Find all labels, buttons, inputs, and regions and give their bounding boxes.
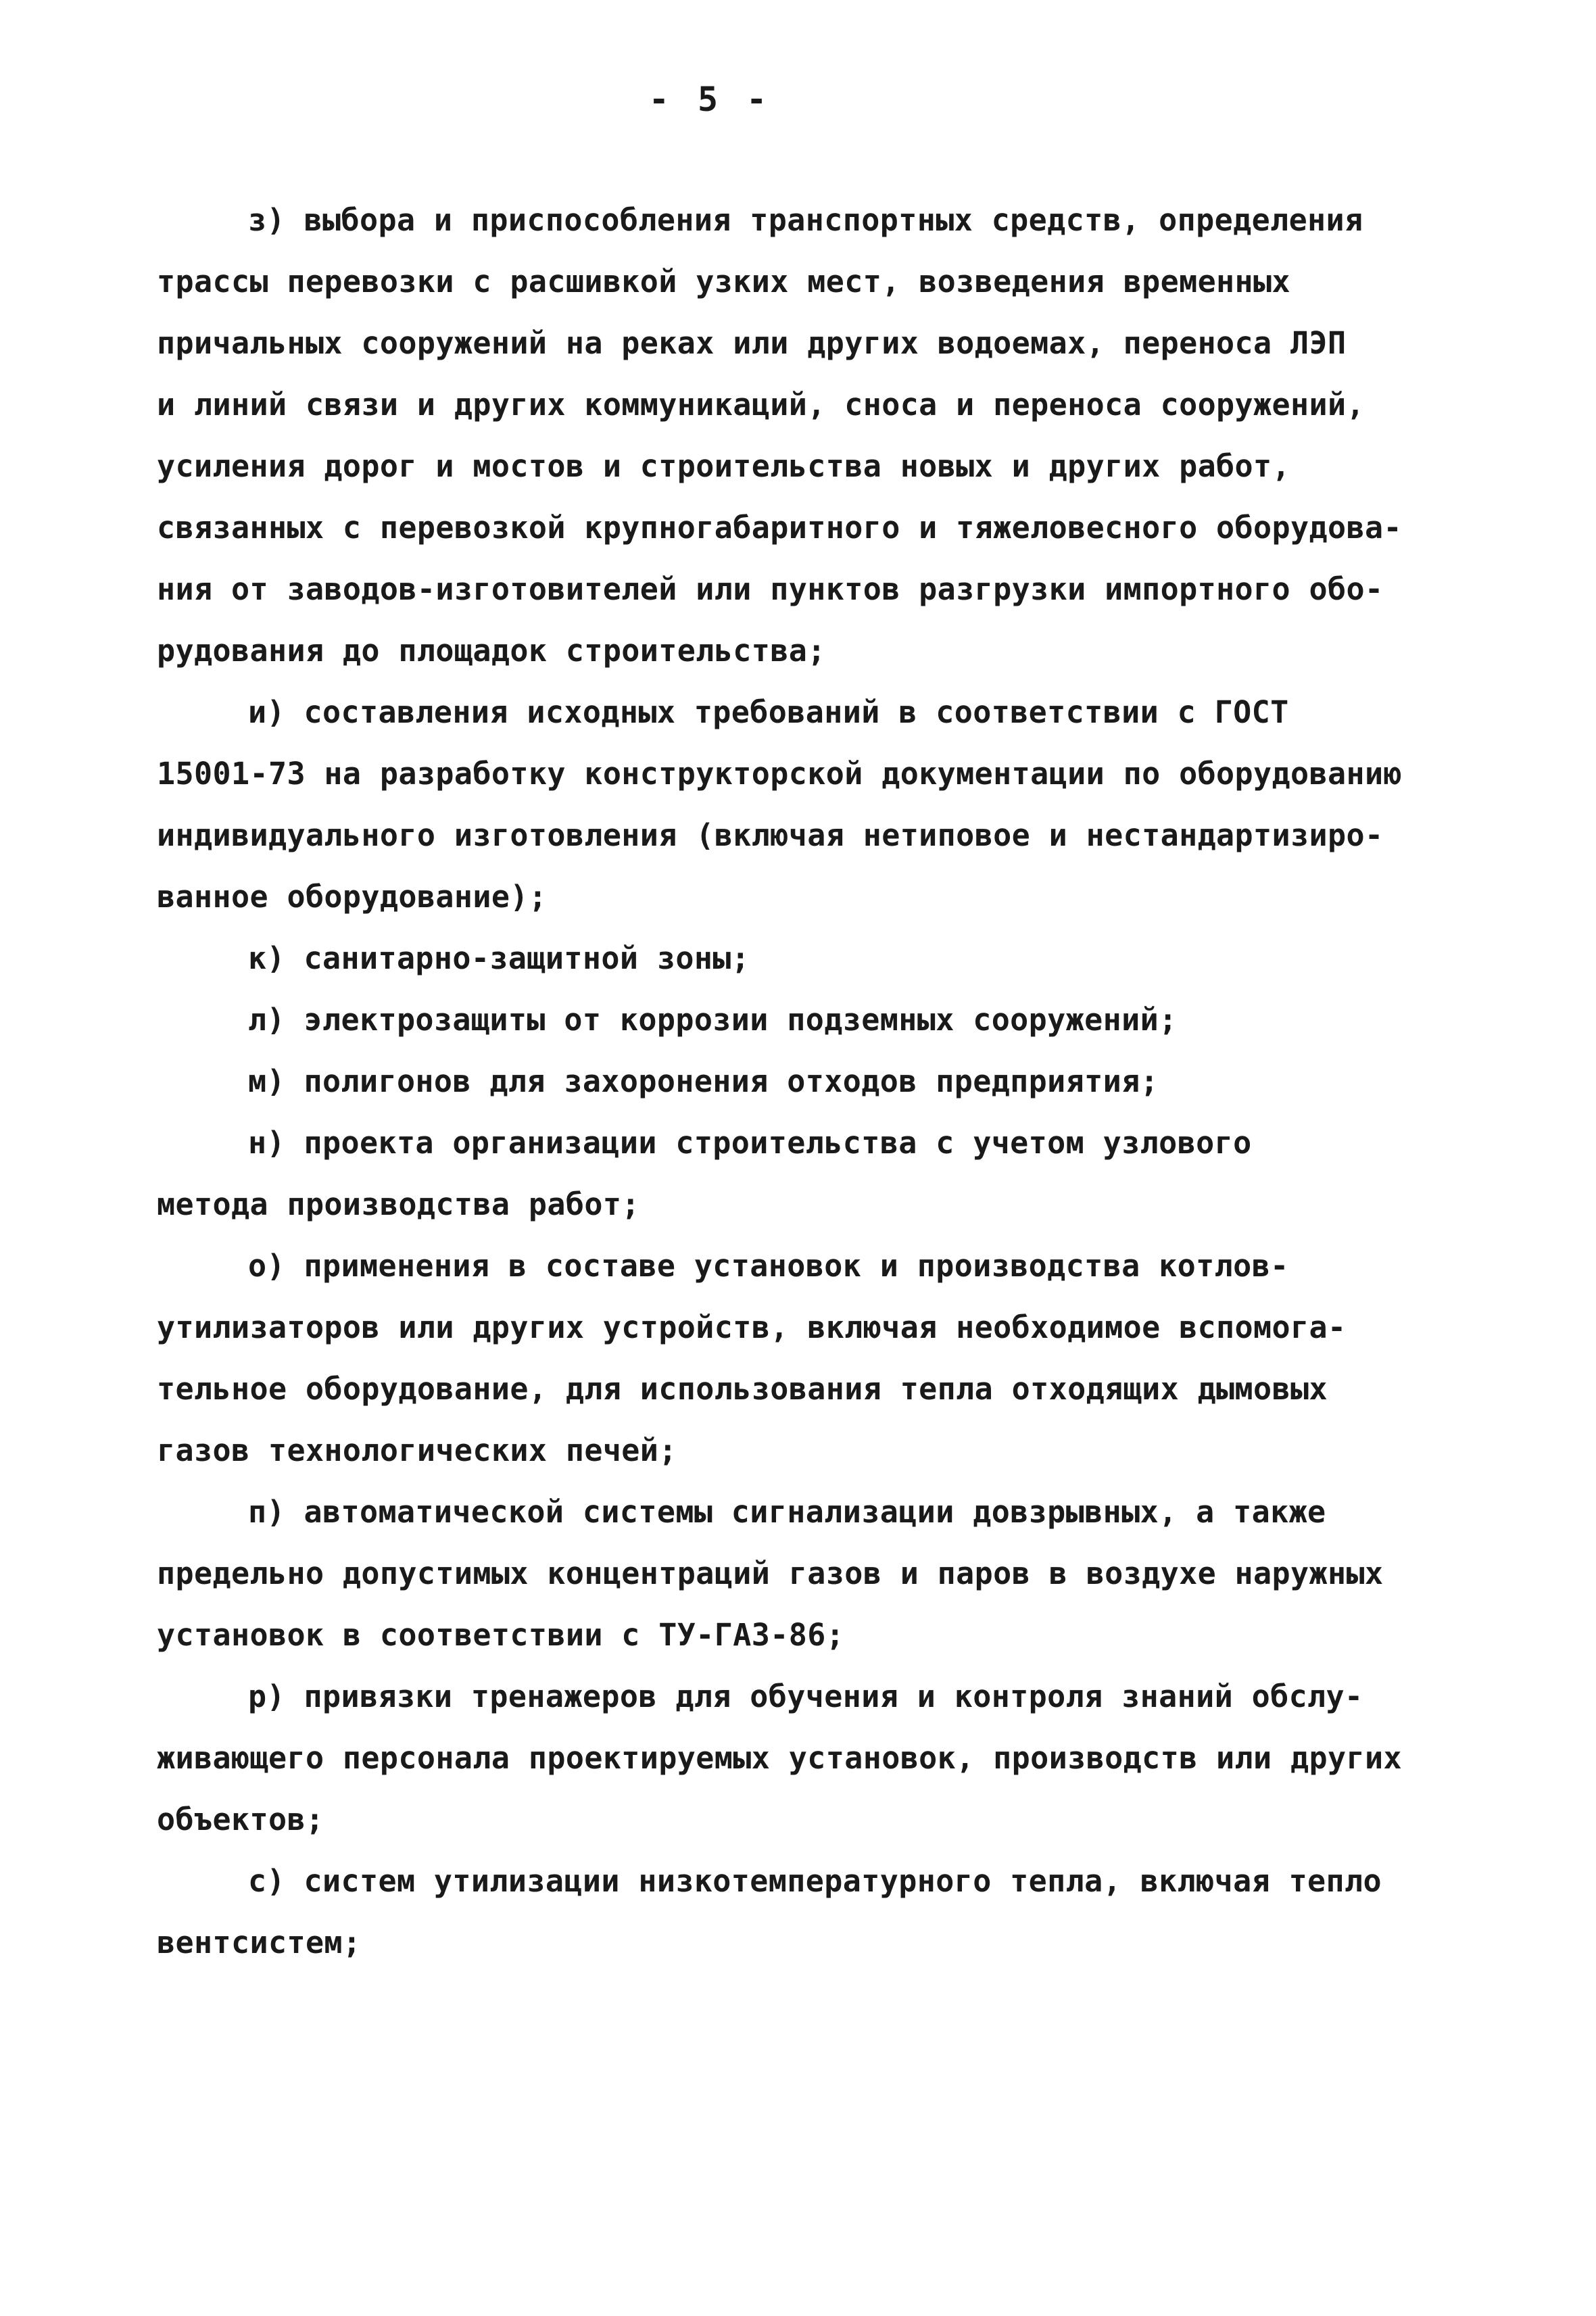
text-line: о) применения в составе установок и производства котлов- [248,1248,1289,1284]
text-line: усиления дорог и мостов и строительства новых и других работ, [157,448,1291,484]
text-line: предельно допустимых концентраций газов и паров в воздухе наружных [157,1555,1384,1591]
list-item-o [157,1235,1441,1481]
text-line: установок в соответствии с ТУ-ГАЗ-86; [157,1617,845,1653]
text-line: л) электрозащиты от коррозии подземных сооружений; [248,1002,1178,1038]
list-item-n [157,1112,1441,1235]
text-line: связанных с перевозкой крупногабаритного и тяжеловесного оборудова- [157,510,1402,546]
text-line: вентсистем; [157,1925,362,1960]
list-item-l [157,989,1441,1051]
list-item-k [157,927,1441,989]
text-line: ния от заводов-изготовителей или пунктов разгрузки импортного обо- [157,571,1384,607]
text-line: объектов; [157,1802,324,1837]
text-line: индивидуального изготовления (включая нетиповое и нестандартизиро- [157,817,1384,853]
list-item-z [157,189,1441,681]
text-line: н) проекта организации строительства с учетом узлового [248,1125,1252,1161]
document-body [157,189,1441,1973]
text-line: п) автоматической системы сигнализации довзрывных, а также [248,1494,1326,1530]
list-item-s [157,1850,1441,1973]
text-line: живающего персонала проектируемых установок, производств или других [157,1740,1402,1776]
text-line: метода производства работ; [157,1186,640,1222]
text-line: тельное оборудование, для использования тепла отходящих дымовых [157,1371,1328,1407]
text-line: трассы перевозки с расшивкой узких мест, возведения временных [157,264,1291,299]
text-line: газов технологических печей; [157,1432,677,1468]
text-line: рудования до площадок строительства; [157,633,826,669]
text-line: ванное оборудование); [157,879,548,915]
list-item-r [157,1666,1441,1850]
list-item-m [157,1051,1441,1112]
text-line: к) санитарно-защитной зоны; [248,940,750,976]
text-line: з) выбора и приспособления транспортных средств, определения [248,202,1363,238]
text-line: 15001-73 на разработку конструкторской документации по оборудованию [157,756,1402,792]
text-line: и) составления исходных требований в соответствии с ГОСТ [248,694,1289,730]
list-item-i [157,681,1441,927]
text-line: причальных сооружений на реках или других водоемах, переноса ЛЭП [157,325,1347,361]
text-line: с) систем утилизации низкотемпературного тепла, включая тепло [248,1863,1382,1899]
page-number: - 5 - [648,80,771,119]
text-line: р) привязки тренажеров для обучения и контроля знаний обслу- [248,1679,1363,1714]
text-line: и линий связи и других коммуникаций, сноса и переноса сооружений, [157,387,1365,423]
text-line: утилизаторов или других устройств, включая необходимое вспомога- [157,1309,1347,1345]
list-item-p [157,1481,1441,1666]
text-line: м) полигонов для захоронения отходов предприятия; [248,1063,1159,1099]
